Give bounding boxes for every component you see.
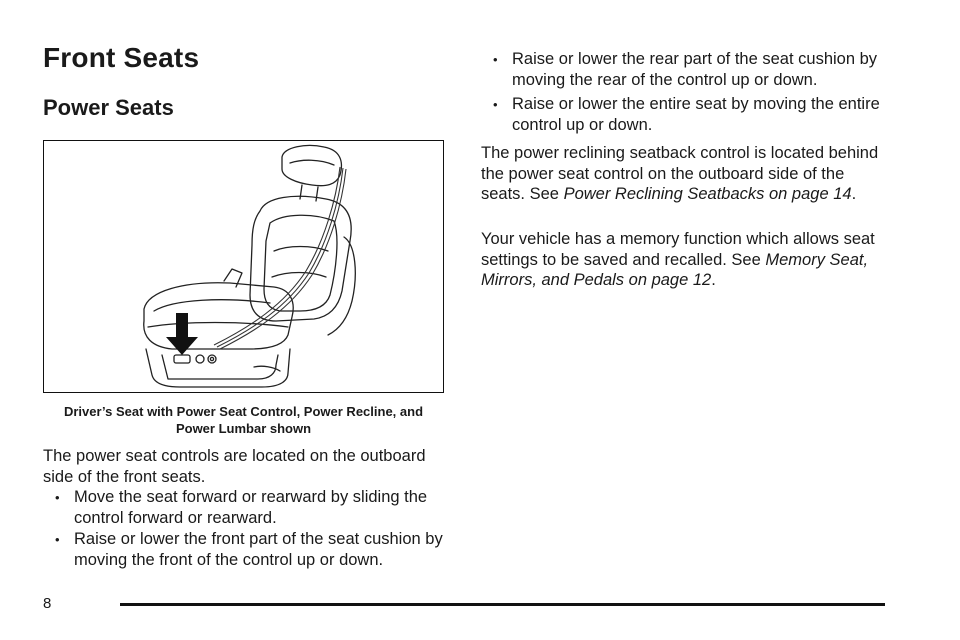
bullet-item xyxy=(43,487,453,529)
recline-reference-link[interactable]: Power Reclining Seatbacks on page 14 xyxy=(563,185,852,203)
memory-text-end: . xyxy=(711,271,716,289)
memory-text: Your vehicle has a memory function which allows seat settings to be saved and recalled. See xyxy=(481,230,875,269)
seat-illustration xyxy=(43,140,444,393)
bullet-icon: • xyxy=(55,490,60,505)
bullet-text: Move the seat forward or rearward by sliding the control forward or rearward. xyxy=(74,488,428,527)
bullet-text: Raise or lower the rear part of the seat cushion by moving the rear of the control up or down. xyxy=(512,50,878,89)
memory-reference-link[interactable]: Memory Seat, Mirrors, and Pedals on page 12 xyxy=(481,250,869,289)
bullet-item xyxy=(481,49,891,91)
memory-paragraph xyxy=(481,229,891,291)
bullet-item xyxy=(43,529,463,571)
section-heading: Power Seats xyxy=(43,95,174,120)
footer-divider xyxy=(120,603,885,606)
recline-text: The power reclining seatback control is located behind the power seat control on the outboard side of the seats. See xyxy=(481,144,879,203)
bullet-icon: • xyxy=(55,532,60,547)
page-heading: Front Seats xyxy=(43,42,200,73)
bullet-text: Raise or lower the front part of the seat cushion by moving the front of the control up or down. xyxy=(74,530,443,569)
bullet-item xyxy=(481,94,891,136)
recline-paragraph xyxy=(481,143,891,205)
intro-paragraph: The power seat controls are located on the outboard side of the front seats. xyxy=(43,447,426,486)
seat-drawing-icon xyxy=(44,141,442,391)
figure-caption: Driver’s Seat with Power Seat Control, Power Recline, and Power Lumbar shown xyxy=(63,404,424,436)
bullet-text: Raise or lower the entire seat by moving the entire control up or down. xyxy=(512,95,880,134)
recline-text-end: . xyxy=(851,185,857,203)
page-number: 8 xyxy=(43,595,52,612)
bullet-icon: • xyxy=(493,97,498,112)
bullet-icon: • xyxy=(493,52,498,67)
